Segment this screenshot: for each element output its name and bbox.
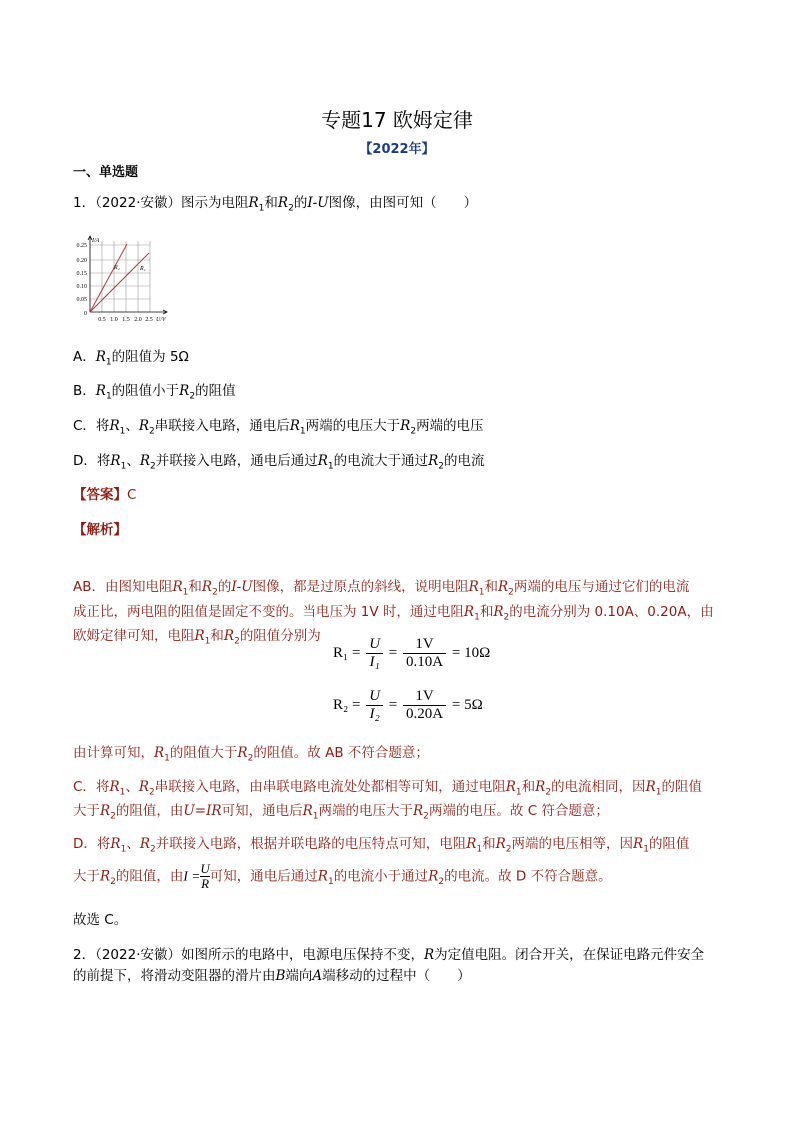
r2-line (90, 244, 127, 312)
analysis-line-6: 大于$R_2$的阻值，由U=IR可知，通电后$R_1$两端的电压大于$R_2$两端的电压。故 C 符合题意； (73, 803, 609, 822)
analysis-line-2: 成正比，两电阻的阻值是固定不变的。当电压为 1V 时，通过电阻$R_1$和$R_2$的电流分别为 0.10A、0.20A，由 (73, 604, 714, 623)
analysis-line-7: D．将$R_1$、$R_2$并联接入电路，根据并联电路的电压特点可知，电阻$R_1$和$R_2$两端的电压相等，因$R_1$的阻值 (73, 836, 690, 855)
y-tick: 0.05 (76, 297, 87, 303)
iu-graph (70, 233, 180, 325)
analysis-line-1: AB．由图知电阻$R_1$和$R_2$的I-U图像，都是过原点的斜线，说明电阻$R_1$和$R_2$两端的电压与通过它们的电流 (73, 579, 690, 598)
y-tick: 0.25 (76, 243, 87, 249)
x-tick: 1.0 (110, 317, 118, 323)
answer-line: 【答案】C (73, 487, 137, 503)
y-tick: 0 (84, 311, 87, 317)
option-d: D．将$R_1$、$R_2$并联接入电路，通电后通过$R_1$的电流大于通过$R_2$的电流 (73, 453, 485, 472)
question-1-stem: 1．（2022·安徽）图示为电阻$R_1$和$R_2$的I-U图像，由图可知（ ） (73, 195, 478, 214)
y-tick: 0.15 (76, 271, 87, 277)
r1-line (90, 253, 149, 312)
analysis-line-4: 由计算可知，$R_1$的阻值大于$R_2$的阻值。故 AB 不符合题意； (73, 745, 429, 764)
year-tag: 【2022年】 (359, 142, 435, 157)
y-tick: 0.10 (76, 284, 87, 290)
r2-label: R₂ (114, 265, 120, 271)
r1-label: R₁ (140, 266, 146, 272)
section-heading: 一、单选题 (73, 165, 139, 180)
page-title: 专题17 欧姆定律 (321, 108, 473, 132)
x-axis-label: U/V (156, 317, 166, 323)
question-2-line-1: 2．（2022·安徽）如图所示的电路中，电源电压保持不变，R为定值电阻。闭合开关，在保证电路元件安全 (73, 947, 705, 963)
option-c: C．将$R_1$、$R_2$串联接入电路，通电后$R_1$两端的电压大于$R_2$两端的电压 (73, 418, 484, 437)
y-tick: 0.20 (76, 258, 87, 264)
analysis-line-5: C．将$R_1$、$R_2$串联接入电路，由串联电路电流处处都相等可知，通过电阻$R_1$和$R_2$的电流相同，因$R_1$的阻值 (73, 779, 702, 798)
x-tick: 0.5 (98, 317, 106, 323)
analysis-line-8: 大于$R_2$的阻值，由I = $\frac{U}{R}$ 可知，通电后通过$R_1$的电流小于通过$R_2$的电流。故 D 不符合题意。 (73, 861, 612, 891)
x-tick: 2.5 (145, 317, 153, 323)
option-b: B．$R_1$的阻值小于$R_2$的阻值 (73, 383, 236, 402)
analysis-line-3: 欧姆定律可知，电阻$R_1$和$R_2$的阻值分别为 (73, 628, 321, 647)
formula-r1: R₁ = $\frac{U}{\text{I₁}}$ = $\frac{1V}{0.10A}$ = 10Ω (333, 636, 491, 670)
x-tick: 2.0 (134, 317, 142, 323)
y-axis-label: I/A (92, 238, 100, 244)
analysis-label: 【解析】 (73, 522, 127, 538)
option-a: A．$R_1$的阻值为 5Ω (73, 349, 189, 368)
analysis-conclusion: 故选 C。 (73, 912, 128, 928)
question-2-line-2: 的前提下，将滑动变阻器的滑片由B端向A端移动的过程中（ ） (73, 968, 471, 984)
x-tick: 1.5 (122, 317, 130, 323)
formula-r2: R₂ = $\frac{U}{\text{I₂}}$ = $\frac{1V}{0.20A}$ = 5Ω (333, 688, 483, 722)
